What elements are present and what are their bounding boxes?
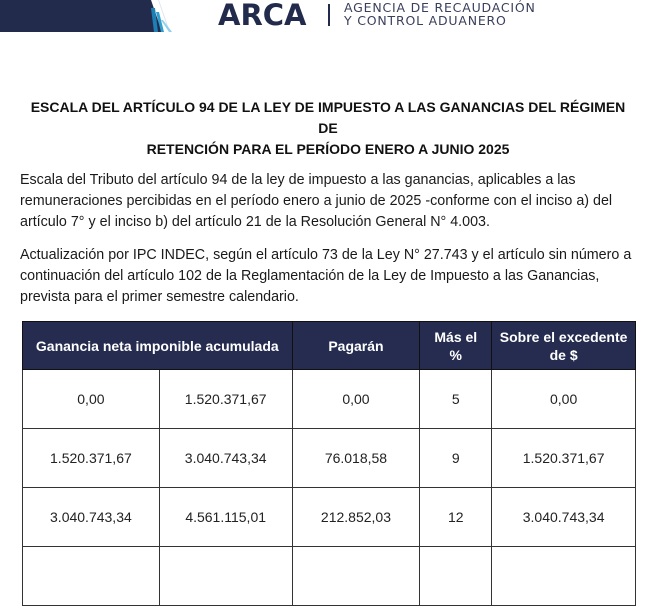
cell-pct: 12 — [420, 488, 492, 547]
header-mas-pct: Más el % — [420, 322, 492, 370]
brand-logo: ARCA — [218, 0, 307, 32]
cell-desde: 1.520.371,67 — [23, 429, 160, 488]
agency-line-2: Y CONTROL ADUANERO — [344, 13, 507, 28]
table-row — [23, 488, 636, 547]
cell-pct — [420, 547, 492, 606]
header-excedente: Sobre el excedente de $ — [492, 322, 636, 370]
agency-line-1: AGENCIA DE RECAUDACIÓN — [344, 0, 536, 15]
cell-desde: 3.040.743,34 — [23, 488, 160, 547]
cell-pagaran: 0,00 — [292, 370, 420, 429]
table-row — [23, 429, 636, 488]
cell-hasta: 4.561.115,01 — [159, 488, 292, 547]
cell-desde: 0,00 — [23, 370, 160, 429]
cell-pagaran — [292, 547, 420, 606]
cell-hasta — [159, 547, 292, 606]
cell-desde — [23, 547, 160, 606]
cell-excedente: 3.040.743,34 — [492, 488, 636, 547]
cell-pagaran: 76.018,58 — [292, 429, 420, 488]
cell-excedente: 1.520.371,67 — [492, 429, 636, 488]
header-navy-band — [0, 0, 162, 32]
intro-paragraph: Escala del Tributo del artículo 94 de la ley de impuesto a las ganancias, aplicables a las remuneraciones percibidas en el período enero a junio de 2025 -conforme con el inciso a) del artículo 7° y el inciso b) del artículo 21 de la Resolución General N° 4.003. — [20, 172, 613, 230]
cell-pct: 5 — [420, 370, 492, 429]
cell-pct: 9 — [420, 429, 492, 488]
document-title — [20, 97, 636, 160]
table-header-row — [23, 322, 636, 370]
title-line-1: ESCALA DEL ARTÍCULO 94 DE LA LEY DE IMPUESTO A LAS GANANCIAS DEL RÉGIMEN DE — [30, 99, 626, 136]
cell-pagaran: 212.852,03 — [292, 488, 420, 547]
cell-excedente — [492, 547, 636, 606]
cell-hasta: 3.040.743,34 — [159, 429, 292, 488]
cell-excedente: 0,00 — [492, 370, 636, 429]
tax-scale-table — [22, 321, 636, 606]
cell-hasta: 1.520.371,67 — [159, 370, 292, 429]
update-paragraph: Actualización por IPC INDEC, según el artículo 73 de la Ley N° 27.743 y el artículo sin número a continuación del artículo 102 de la Reglamentación de la Ley de Impuesto a las Ganancias, prevista para el primer semestre calendario. — [20, 247, 632, 305]
header-ganancia: Ganancia neta imponible acumulada — [23, 322, 293, 370]
table-row — [23, 547, 636, 606]
header-pagaran: Pagarán — [292, 322, 420, 370]
brand-separator — [328, 4, 330, 26]
agency-name — [344, 1, 536, 27]
page-header — [0, 0, 656, 40]
title-line-2: RETENCIÓN PARA EL PERÍODO ENERO A JUNIO 2025 — [146, 141, 510, 157]
table-row — [23, 370, 636, 429]
